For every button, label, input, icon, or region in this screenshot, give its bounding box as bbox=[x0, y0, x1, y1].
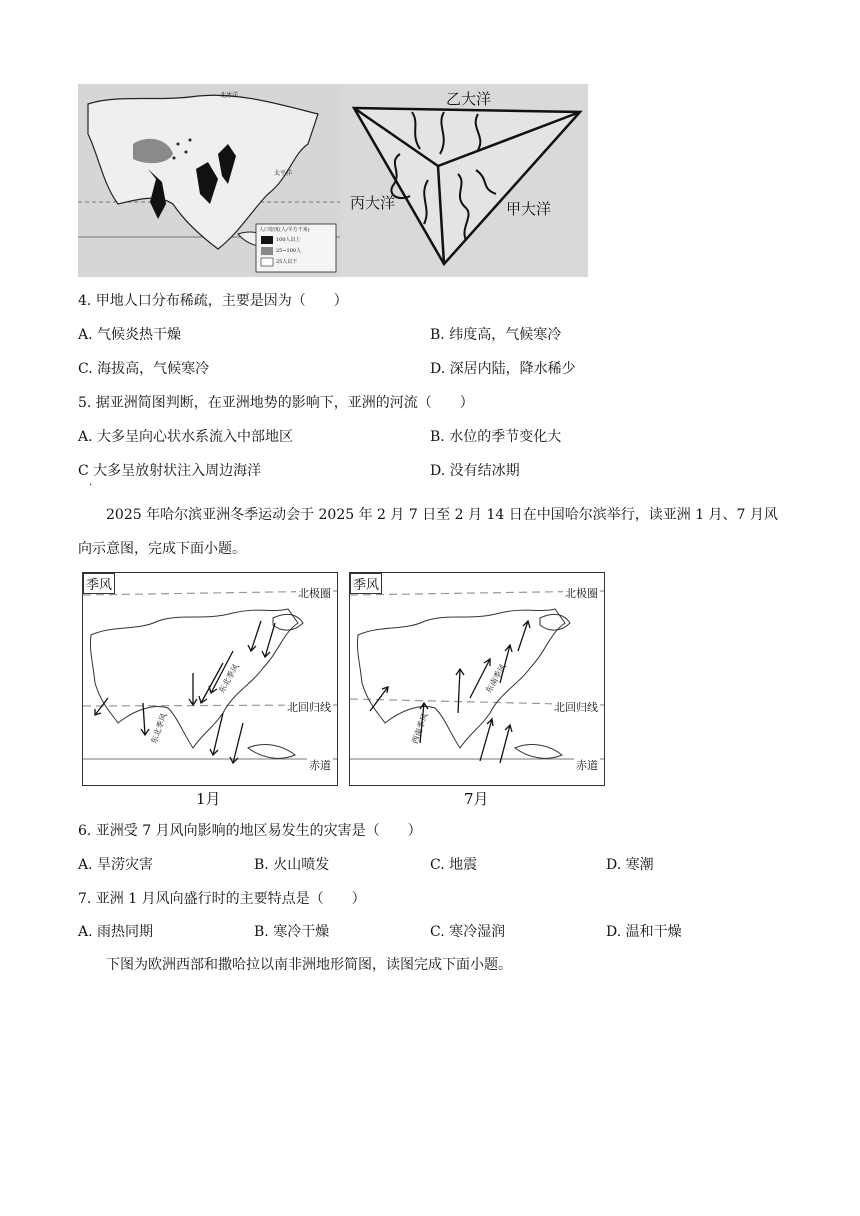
map-jan-wind-label-1: 东北季风 bbox=[217, 662, 241, 695]
map-jan-equator-label: 赤道 bbox=[309, 759, 331, 772]
legend-item-1: 100人以上 bbox=[276, 237, 301, 243]
q4-option-d[interactable]: D. 深居内陆，降水稀少 bbox=[430, 361, 576, 377]
question-7-stem: 7. 亚洲 1 月风向盛行时的主要特点是（ ） bbox=[78, 891, 366, 907]
q7-option-a[interactable]: A. 雨热同期 bbox=[78, 924, 154, 940]
stray-dot: · bbox=[89, 480, 93, 491]
label-bing-ocean: 丙大洋 bbox=[350, 194, 396, 212]
q4-option-b[interactable]: B. 纬度高，气候寒冷 bbox=[430, 327, 562, 343]
q7-option-b[interactable]: B. 寒冷干燥 bbox=[254, 924, 330, 940]
q4-option-a[interactable]: A. 气候炎热干燥 bbox=[78, 327, 182, 343]
q7-option-c[interactable]: C. 寒冷湿润 bbox=[430, 924, 506, 940]
map-jul-tropic-label: 北回归线 bbox=[554, 701, 598, 714]
label-jia-ocean: 甲大洋 bbox=[506, 200, 552, 218]
map-jul-arctic-label: 北极圈 bbox=[565, 587, 598, 600]
ocean-triangle-drawing bbox=[340, 84, 588, 277]
question-4-stem: 4. 甲地人口分布稀疏，主要是因为（ ） bbox=[78, 293, 348, 309]
question-5-stem: 5. 据亚洲简图判断，在亚洲地势的影响下，亚洲的河流（ ） bbox=[78, 395, 474, 411]
map-jul-wind-label-1: 东南季风 bbox=[484, 662, 508, 695]
map-jan-caption: 1月 bbox=[196, 790, 221, 808]
monsoon-map-july bbox=[349, 572, 605, 786]
q6-option-c[interactable]: C. 地震 bbox=[430, 857, 478, 873]
q6-option-a[interactable]: A. 旱涝灾害 bbox=[78, 857, 154, 873]
legend-title: 人口密度(人/平方千米) bbox=[259, 227, 310, 233]
asia-population-map bbox=[78, 84, 340, 277]
q6-option-b[interactable]: B. 火山喷发 bbox=[254, 857, 330, 873]
map-jan-wind-label-2: 东北季风 bbox=[149, 711, 169, 746]
map-jan-tropic-label: 北回归线 bbox=[287, 701, 331, 714]
ocean-triangle-diagram bbox=[340, 84, 588, 277]
passage-monsoon: 2025 年哈尔滨亚洲冬季运动会于 2025 年 2 月 7 日至 2 月 14 日在中国哈尔滨举行，读亚洲 1 月、7 月风向示意图，完成下面小题。 bbox=[78, 507, 778, 557]
q6-option-d[interactable]: D. 寒潮 bbox=[606, 857, 654, 873]
ocean-pacific-label: 太平洋 bbox=[274, 170, 293, 177]
ocean-north-label: 北冰洋 bbox=[220, 92, 239, 99]
q5-option-c[interactable]: C 大多呈放射状注入周边海洋 bbox=[78, 463, 262, 479]
map-jan-tag: 季风 bbox=[83, 573, 115, 594]
map-jul-wind-label-2: 西南季风 bbox=[410, 711, 430, 746]
legend-item-2: 25~100人 bbox=[276, 248, 302, 254]
q7-option-d[interactable]: D. 温和干燥 bbox=[606, 924, 682, 940]
monsoon-map-july-drawing bbox=[350, 573, 604, 785]
map-jul-caption: 7月 bbox=[464, 790, 489, 808]
map-jan-arctic-label: 北极圈 bbox=[298, 587, 331, 600]
passage-europe-africa: 下图为欧洲西部和撒哈拉以南非洲地形简图，读图完成下面小题。 bbox=[106, 957, 512, 973]
map-jul-equator-label: 赤道 bbox=[576, 759, 598, 772]
legend-item-3: 25人以下 bbox=[276, 259, 298, 265]
monsoon-map-january bbox=[82, 572, 338, 786]
question-6-stem: 6. 亚洲受 7 月风向影响的地区易发生的灾害是（ ） bbox=[78, 823, 422, 839]
q4-option-c[interactable]: C. 海拔高，气候寒冷 bbox=[78, 361, 210, 377]
q5-option-b[interactable]: B. 水位的季节变化大 bbox=[430, 429, 562, 445]
q5-option-a[interactable]: A. 大多呈向心状水系流入中部地区 bbox=[78, 429, 294, 445]
q5-option-d[interactable]: D. 没有结冰期 bbox=[430, 463, 520, 479]
monsoon-map-january-drawing bbox=[83, 573, 337, 785]
label-yi-ocean: 乙大洋 bbox=[446, 90, 492, 108]
map-jul-tag: 季风 bbox=[350, 573, 382, 594]
